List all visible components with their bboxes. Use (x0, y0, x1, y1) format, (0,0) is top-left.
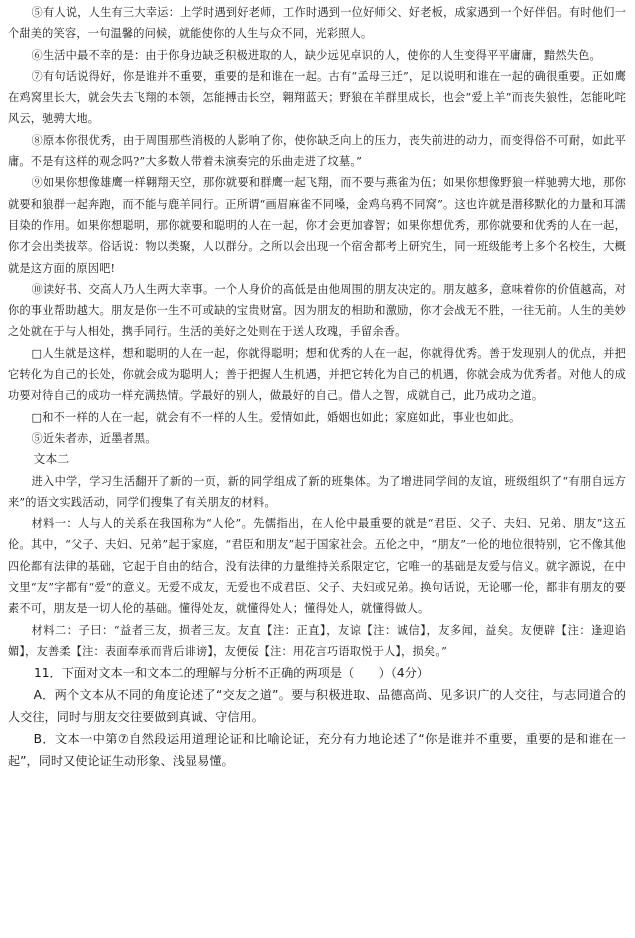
option-b: B．文本一中第⑦自然段运用道理论证和比喻论证，充分有力地论述了“你是谁并不重要，重要的是和谁在一起”，同时又使论证生动形象、浅显易懂。 (8, 732, 626, 769)
option-a: A．两个文本从不同的角度论述了“交友之道”。要与积极进取、品德高尚、见多识广的人交往，与志同道合的人交往，同时与朋友交往要做到真诚、守信用。 (8, 688, 626, 725)
paragraph-8: ⑧原本你很优秀，由于周围那些消极的人影响了你，使你缺乏向上的压力，丧失前进的动力，而变得俗不可耐，如此平庸。不是有这样的观念吗?”大多数人带着未演奏完的乐曲走进了坟墓。” (8, 133, 626, 169)
text-two-intro: 进入中学，学习生活翻开了新的一页，新的同学组成了新的班集体。为了增进同学间的友谊，班级组织了“有朋自远方来”的语文实践活动，同学们搜集了有关朋友的材料。 (8, 474, 626, 509)
paragraph-9: ⑨如果你想像雄鹰一样翱翔天空，那你就要和群鹰一起飞翔，而不要与燕雀为伍；如果你想像野狼一样驰骋大地，那你就要和狼群一起奔跑，而不能与鹿羊同行。正所谓“画眉麻雀不同嗓，金鸡乌鸦不同窝”。这也许就是潜移默化的力量和耳濡目染的作用。如果你想聪明，那你就要和聪明的人在一起，你才会更加睿智；如果你想优秀，那你就要和优秀的人在一起，你才会出类拔萃。俗话说：物以类聚，人以群分。之所以会出现一个宿舍都考上研究生，同一班级能考上多个名校生，大概就是这方面的原因吧! (8, 176, 626, 275)
question-11 (8, 662, 626, 772)
question-title: 11．下面对文本一和文本二的理解与分析不正确的两项是（ ）（4分） (34, 666, 429, 681)
passage-two (8, 471, 626, 663)
passage-one (8, 2, 626, 449)
text-two-heading: 文本二 (33, 452, 70, 467)
paragraph-12: □和不一样的人在一起，就会有不一样的人生。爱情如此，婚姻也如此；家庭如此，事业也如此。 (31, 410, 521, 424)
paragraph-6: ⑥生活中最不幸的是：由于你身边缺乏积极进取的人，缺少远见卓识的人，使你的人生变得平平庸庸，黯然失色。 (31, 48, 601, 62)
paragraph-10: ⑩读好书、交高人乃人生两大幸事。一个人身价的高低是由他周围的朋友决定的。朋友越多，意味着你的价值越高，对你的事业帮助越大。朋友是你一生不可或缺的宝贵财富。因为朋友的相助和激励，你才会战无不胜，一往无前。人生的美妙之处就在于与人相处，携手同行。生活的美好之处则在于送人玫瑰，手留余香。 (8, 282, 626, 339)
material-one: 材料一：人与人的关系在我国称为“人伦”。先儒指出，在人伦中最重要的就是“君臣、父子、夫妇、兄弟、朋友”这五伦。其中，“父子、夫妇、兄弟”起于家庭，“君臣和朋友”起于国家社会。五伦之中，“朋友”一伦的地位很特别，它不像其他四伦都有法律的基础，它起于自由的结合，没有法律的力量维持关系限定它，它唯一的基础是友爱与信义。就字源说，在中文里“友”字都有“爱”的意义。无爱不成友，无爱也不成君臣、父子、夫妇或兄弟。换句话说，无论哪一伦，都非有朋友的要素不可，朋友是一切人伦的基础。懂得处友，就懂得处人；懂得处人，就懂得做人。 (8, 517, 626, 616)
paragraph-11: □人生就是这样，想和聪明的人在一起，你就得聪明；想和优秀的人在一起，你就得优秀。善于发现别人的优点，并把它转化为自己的长处，你就会成为聪明人；善于把握人生机遇，并把它转化为自己的机遇，你就会成为优秀者。对他人的成功要对待自己的成功一样充满热情。学最好的别人，做最好的自己。借人之智，成就自己，此乃成功之道。 (8, 346, 626, 403)
material-two: 材料二：子曰：“益者三友，损者三友。友直【注：正直】，友谅【注：诚信】，友多闻，益矣。友便辟【注：逢迎谄媚】，友善柔【注：表面奉承而背后诽谤】，友便佞【注：用花言巧语取悦于人】，损矣。” (8, 623, 626, 658)
paragraph-7: ⑦有句话说得好，你是谁并不重要，重要的是和谁在一起。古有“孟母三迁”，足以说明和谁在一起的确很重要。正如鹰在鸡窝里长大，就会失去飞翔的本领，怎能搏击长空，翱翔蓝天；野狼在羊群里成长，也会“爱上羊”而丧失狼性，怎能叱咤风云，驰骋大地。 (8, 69, 626, 126)
paragraph-5: ⑤有人说，人生有三大幸运：上学时遇到好老师，工作时遇到一位好师父、好老板，成家遇到一个好伴侣。有时他们一个甜美的笑容，一句温馨的问候，就能使你的人生与众不同，光彩照人。 (8, 6, 626, 41)
paragraph-13: ⑤近朱者赤，近墨者黑。 (31, 431, 157, 445)
